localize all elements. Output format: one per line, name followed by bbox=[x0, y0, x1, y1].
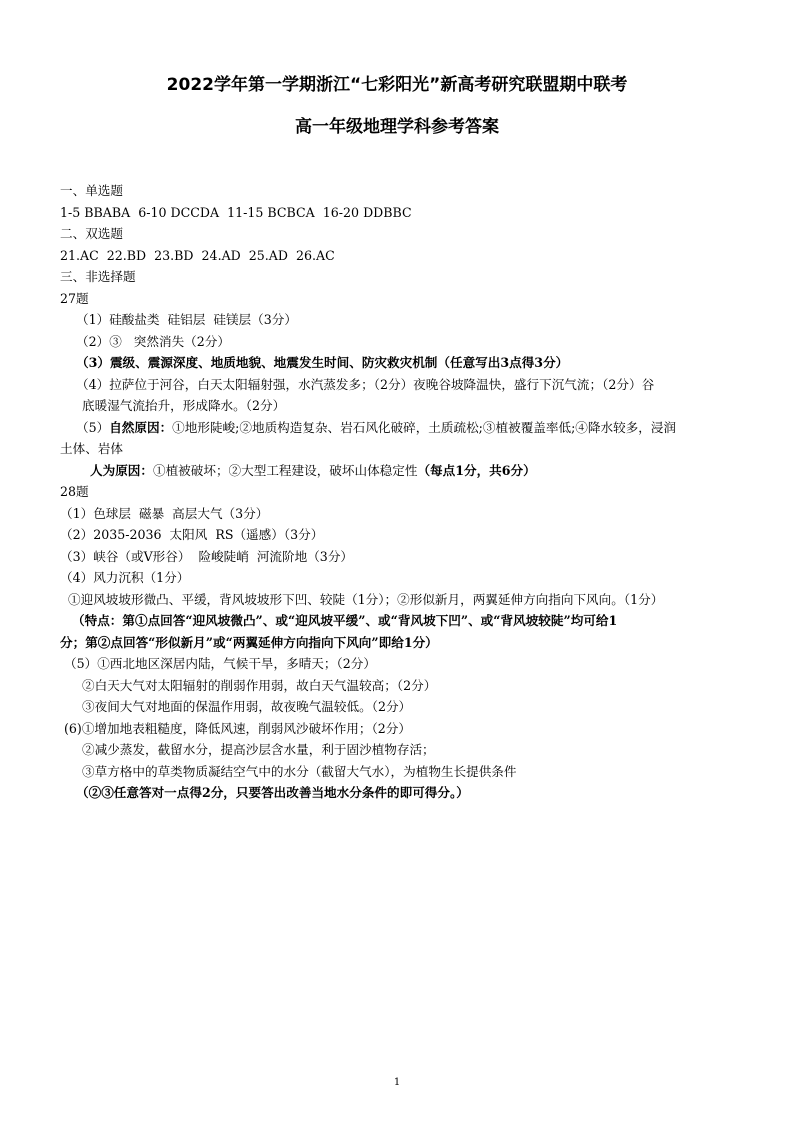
q28-answer-2: （2）2035-2036 太阳风 RS（遥感）（3分） bbox=[60, 527, 324, 542]
q27-answer-5-human bbox=[60, 460, 750, 482]
section-non-choice-title: 三、非选择题 bbox=[60, 269, 136, 284]
q28-answer-6-item-3: ③草方格中的草类物质凝结空气中的水分（截留大气水），为植物生长提供条件 bbox=[82, 763, 517, 779]
q27-answer-4-line-1: （4）拉萨位于河谷，白天太阳辐射强，水汽蒸发多；（2分）夜晚谷坡降温快，盛行下沉气流；（2分）谷 bbox=[76, 376, 655, 392]
document-title: 2022学年第一学期浙江“七彩阳光”新高考研究联盟期中联考 bbox=[166, 75, 628, 95]
q28-answer-6-item-1: (6)①增加地表粗糙度，降低风速，削弱风沙破坏作用；（2分） bbox=[64, 720, 411, 736]
q28-answer-5-item-2: ②白天大气对太阳辐射的削弱作用弱，故白天气温较高；（2分） bbox=[82, 677, 437, 693]
section-single-choice-title: 一、单选题 bbox=[60, 183, 123, 198]
q27-answer-3: （3）震级、震源深度、地质地貌、地震发生时间、防灾救灾机制（任意写出3点得3分） bbox=[76, 355, 569, 370]
q27-answer-2: （2）③ 突然消失（2分） bbox=[76, 333, 230, 349]
q28-answer-5-item-3: ③夜间大气对地面的保温作用弱，故夜晚气温较低。（2分） bbox=[82, 699, 412, 714]
document-subtitle: 高一年级地理学科参考答案 bbox=[295, 117, 499, 137]
q27-answer-5-line-2: 土体、岩体 bbox=[60, 441, 123, 456]
q28-answer-5-item-1: （5）①西北地区深居内陆，气候干旱，多晴天；（2分） bbox=[64, 656, 376, 671]
q27-natural-label: 自然原因： bbox=[109, 419, 173, 435]
q28-answer-4-detail: ①迎风坡坡形微凸、平缓，背风坡坡形下凹、较陡（1分）；②形似新月，两翼延伸方向指向下风向。（1分） bbox=[68, 591, 664, 607]
q28-answer-4-note-line-1: （特点：第①点回答“迎风坡微凸”、或“迎风坡平缓”、或“背风坡下凹”、或“背风坡较陡”均可给1 bbox=[72, 613, 618, 628]
q28-answer-3: （3）峡谷（或V形谷） 险峻陡峭 河流阶地（3分） bbox=[60, 548, 354, 564]
answer-content bbox=[60, 180, 750, 804]
q28-answer-4: （4）风力沉积（1分） bbox=[60, 570, 190, 585]
q27-human-text: ①植被破坏；②大型工程建设，破坏山体稳定性 bbox=[152, 462, 418, 478]
single-choice-answers: 1-5 BBABA 6-10 DCCDA 11-15 BCBCA 16-20 DDBBC bbox=[60, 204, 412, 220]
question-28-label: 28题 bbox=[60, 484, 89, 499]
q28-answer-4-note-line-2: 分；第②点回答“形似新月”或“两翼延伸方向指向下风向”即给1分） bbox=[60, 634, 438, 650]
question-27-label: 27题 bbox=[60, 290, 89, 306]
q27-human-note: （每点1分，共6分） bbox=[417, 462, 536, 478]
q28-answer-6-note: （②③任意答对一点得2分，只要答出改善当地水分条件的即可得分。） bbox=[76, 785, 469, 800]
q27-human-label: 人为原因： bbox=[90, 462, 153, 478]
q27-answer-1: （1）硅酸盐类 硅铝层 硅镁层（3分） bbox=[76, 312, 297, 327]
q28-answer-1: （1）色球层 磁暴 高层大气（3分） bbox=[60, 505, 269, 521]
double-choice-answers: 21.AC 22.BD 23.BD 24.AD 25.AD 26.AC bbox=[60, 247, 335, 263]
q27-natural-text: ①地形陡峻;②地质构造复杂、岩石风化破碎，土质疏松;③植被覆盖率低;④降水较多，浸润 bbox=[172, 419, 677, 435]
page-number: 1 bbox=[393, 1077, 401, 1088]
q28-answer-6-item-2: ②减少蒸发，截留水分，提高沙层含水量，利于固沙植物存活； bbox=[82, 742, 435, 757]
section-double-choice-title: 二、双选题 bbox=[60, 226, 123, 241]
q27-answer-5-prefix: （5） bbox=[76, 419, 110, 435]
q27-answer-5-line-1 bbox=[60, 417, 750, 439]
q27-answer-4-line-2: 底暖湿气流抬升，形成降水。（2分） bbox=[82, 398, 286, 413]
